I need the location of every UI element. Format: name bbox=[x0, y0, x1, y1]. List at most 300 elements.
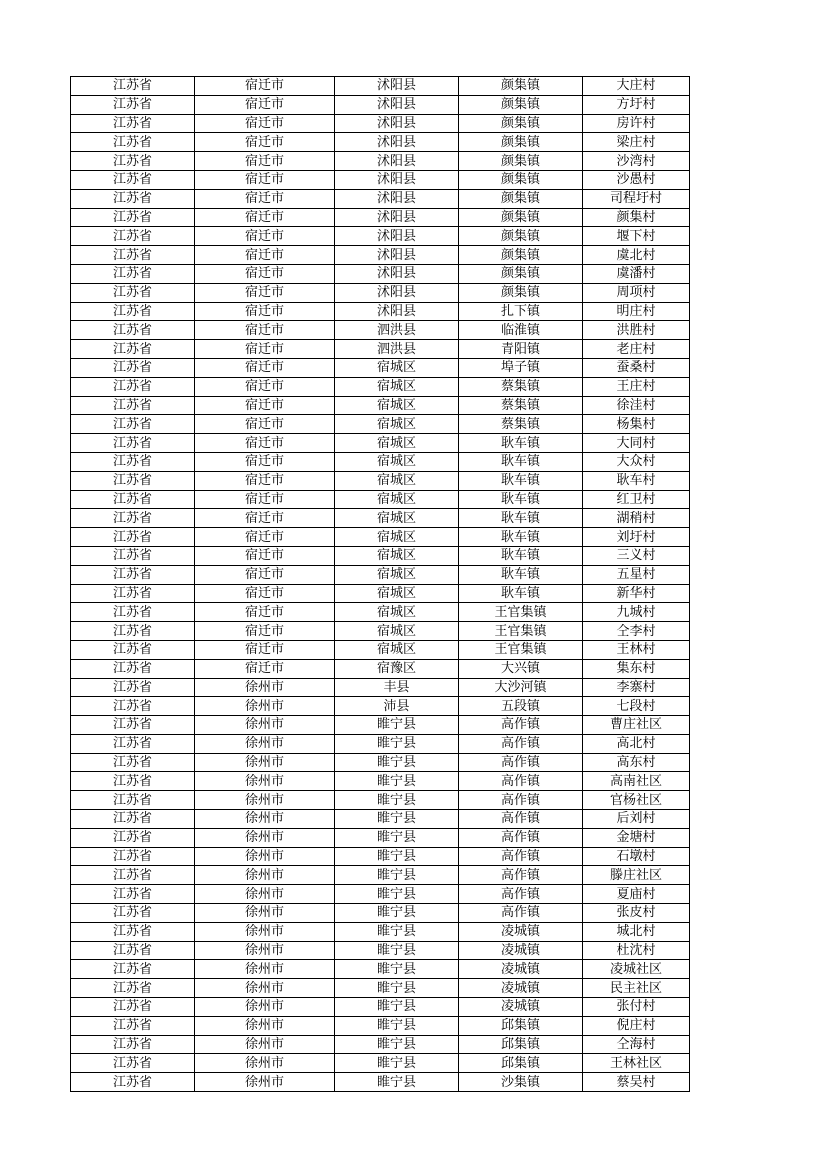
county-cell: 沭阳县 bbox=[335, 264, 459, 283]
town-cell: 沙集镇 bbox=[459, 1073, 583, 1092]
county-cell: 宿城区 bbox=[335, 434, 459, 453]
table-row bbox=[71, 152, 690, 171]
table-row bbox=[71, 1054, 690, 1073]
province-cell: 江苏省 bbox=[71, 152, 195, 171]
county-cell: 沭阳县 bbox=[335, 246, 459, 265]
table-row bbox=[71, 772, 690, 791]
city-cell: 宿迁市 bbox=[195, 227, 335, 246]
table-row bbox=[71, 960, 690, 979]
province-cell: 江苏省 bbox=[71, 810, 195, 829]
county-cell: 泗洪县 bbox=[335, 340, 459, 359]
village-cell: 官杨社区 bbox=[583, 791, 690, 810]
village-cell: 司程圩村 bbox=[583, 189, 690, 208]
city-cell: 宿迁市 bbox=[195, 622, 335, 641]
village-cell: 金塘村 bbox=[583, 828, 690, 847]
town-cell: 王官集镇 bbox=[459, 640, 583, 659]
county-cell: 睢宁县 bbox=[335, 791, 459, 810]
table-row bbox=[71, 979, 690, 998]
city-cell: 徐州市 bbox=[195, 716, 335, 735]
county-cell: 宿城区 bbox=[335, 528, 459, 547]
province-cell: 江苏省 bbox=[71, 584, 195, 603]
table-row bbox=[71, 847, 690, 866]
village-cell: 夏庙村 bbox=[583, 885, 690, 904]
table-row bbox=[71, 170, 690, 189]
province-cell: 江苏省 bbox=[71, 434, 195, 453]
village-cell: 五星村 bbox=[583, 565, 690, 584]
city-cell: 徐州市 bbox=[195, 772, 335, 791]
province-cell: 江苏省 bbox=[71, 697, 195, 716]
province-cell: 江苏省 bbox=[71, 885, 195, 904]
town-cell: 颜集镇 bbox=[459, 208, 583, 227]
town-cell: 耿车镇 bbox=[459, 509, 583, 528]
town-cell: 蔡集镇 bbox=[459, 415, 583, 434]
table-row bbox=[71, 471, 690, 490]
province-cell: 江苏省 bbox=[71, 753, 195, 772]
county-cell: 宿城区 bbox=[335, 415, 459, 434]
village-cell: 三义村 bbox=[583, 546, 690, 565]
county-cell: 睢宁县 bbox=[335, 904, 459, 923]
table-row bbox=[71, 904, 690, 923]
city-cell: 宿迁市 bbox=[195, 246, 335, 265]
province-cell: 江苏省 bbox=[71, 95, 195, 114]
province-cell: 江苏省 bbox=[71, 246, 195, 265]
province-cell: 江苏省 bbox=[71, 1016, 195, 1035]
town-cell: 高作镇 bbox=[459, 753, 583, 772]
village-cell: 集东村 bbox=[583, 659, 690, 678]
city-cell: 徐州市 bbox=[195, 866, 335, 885]
table-row bbox=[71, 603, 690, 622]
province-cell: 江苏省 bbox=[71, 960, 195, 979]
province-cell: 江苏省 bbox=[71, 208, 195, 227]
village-cell: 虞潘村 bbox=[583, 264, 690, 283]
table-row bbox=[71, 922, 690, 941]
village-cell: 民主社区 bbox=[583, 979, 690, 998]
town-cell: 蔡集镇 bbox=[459, 396, 583, 415]
city-cell: 宿迁市 bbox=[195, 603, 335, 622]
province-cell: 江苏省 bbox=[71, 528, 195, 547]
county-cell: 宿城区 bbox=[335, 565, 459, 584]
province-cell: 江苏省 bbox=[71, 734, 195, 753]
town-cell: 王官集镇 bbox=[459, 603, 583, 622]
county-cell: 睢宁县 bbox=[335, 716, 459, 735]
table-row bbox=[71, 358, 690, 377]
county-cell: 沭阳县 bbox=[335, 114, 459, 133]
county-cell: 宿城区 bbox=[335, 546, 459, 565]
village-cell: 王林村 bbox=[583, 640, 690, 659]
province-cell: 江苏省 bbox=[71, 847, 195, 866]
table-row bbox=[71, 941, 690, 960]
province-cell: 江苏省 bbox=[71, 340, 195, 359]
province-cell: 江苏省 bbox=[71, 1073, 195, 1092]
province-cell: 江苏省 bbox=[71, 979, 195, 998]
city-cell: 宿迁市 bbox=[195, 434, 335, 453]
county-cell: 睢宁县 bbox=[335, 922, 459, 941]
town-cell: 高作镇 bbox=[459, 866, 583, 885]
town-cell: 颜集镇 bbox=[459, 77, 583, 96]
village-cell: 王庄村 bbox=[583, 377, 690, 396]
province-cell: 江苏省 bbox=[71, 1035, 195, 1054]
village-cell: 新华村 bbox=[583, 584, 690, 603]
table-row bbox=[71, 396, 690, 415]
village-cell: 曹庄社区 bbox=[583, 716, 690, 735]
county-cell: 宿城区 bbox=[335, 471, 459, 490]
town-cell: 高作镇 bbox=[459, 772, 583, 791]
province-cell: 江苏省 bbox=[71, 302, 195, 321]
province-cell: 江苏省 bbox=[71, 941, 195, 960]
table-row bbox=[71, 246, 690, 265]
village-cell: 颜集村 bbox=[583, 208, 690, 227]
table-row bbox=[71, 208, 690, 227]
village-cell: 张皮村 bbox=[583, 904, 690, 923]
table-row bbox=[71, 189, 690, 208]
town-cell: 邱集镇 bbox=[459, 1016, 583, 1035]
city-cell: 徐州市 bbox=[195, 791, 335, 810]
city-cell: 徐州市 bbox=[195, 904, 335, 923]
village-cell: 仝海村 bbox=[583, 1035, 690, 1054]
county-cell: 宿豫区 bbox=[335, 659, 459, 678]
city-cell: 宿迁市 bbox=[195, 133, 335, 152]
county-cell: 睢宁县 bbox=[335, 847, 459, 866]
town-cell: 凌城镇 bbox=[459, 941, 583, 960]
town-cell: 颜集镇 bbox=[459, 246, 583, 265]
city-cell: 宿迁市 bbox=[195, 358, 335, 377]
city-cell: 徐州市 bbox=[195, 810, 335, 829]
village-cell: 凌城社区 bbox=[583, 960, 690, 979]
province-cell: 江苏省 bbox=[71, 828, 195, 847]
city-cell: 徐州市 bbox=[195, 960, 335, 979]
county-cell: 宿城区 bbox=[335, 603, 459, 622]
county-cell: 沭阳县 bbox=[335, 302, 459, 321]
county-cell: 沭阳县 bbox=[335, 170, 459, 189]
county-cell: 沭阳县 bbox=[335, 208, 459, 227]
village-cell: 老庄村 bbox=[583, 340, 690, 359]
county-cell: 睢宁县 bbox=[335, 885, 459, 904]
city-cell: 宿迁市 bbox=[195, 415, 335, 434]
village-cell: 方圩村 bbox=[583, 95, 690, 114]
town-cell: 颜集镇 bbox=[459, 170, 583, 189]
village-cell: 高南社区 bbox=[583, 772, 690, 791]
town-cell: 凌城镇 bbox=[459, 960, 583, 979]
village-cell: 蔡吴村 bbox=[583, 1073, 690, 1092]
table-row bbox=[71, 640, 690, 659]
province-cell: 江苏省 bbox=[71, 716, 195, 735]
town-cell: 颜集镇 bbox=[459, 152, 583, 171]
city-cell: 宿迁市 bbox=[195, 208, 335, 227]
city-cell: 徐州市 bbox=[195, 828, 335, 847]
village-cell: 明庄村 bbox=[583, 302, 690, 321]
town-cell: 颜集镇 bbox=[459, 133, 583, 152]
table-row bbox=[71, 828, 690, 847]
village-cell: 耿车村 bbox=[583, 471, 690, 490]
town-cell: 高作镇 bbox=[459, 847, 583, 866]
province-cell: 江苏省 bbox=[71, 772, 195, 791]
town-cell: 高作镇 bbox=[459, 904, 583, 923]
county-cell: 睢宁县 bbox=[335, 960, 459, 979]
village-cell: 滕庄社区 bbox=[583, 866, 690, 885]
town-cell: 耿车镇 bbox=[459, 528, 583, 547]
table-row bbox=[71, 1035, 690, 1054]
province-cell: 江苏省 bbox=[71, 904, 195, 923]
village-cell: 房许村 bbox=[583, 114, 690, 133]
province-cell: 江苏省 bbox=[71, 471, 195, 490]
table-row bbox=[71, 95, 690, 114]
table-row bbox=[71, 302, 690, 321]
table-row bbox=[71, 546, 690, 565]
town-cell: 凌城镇 bbox=[459, 998, 583, 1017]
county-cell: 宿城区 bbox=[335, 396, 459, 415]
table-row bbox=[71, 528, 690, 547]
village-cell: 湖稍村 bbox=[583, 509, 690, 528]
city-cell: 宿迁市 bbox=[195, 659, 335, 678]
county-cell: 沛县 bbox=[335, 697, 459, 716]
village-cell: 周项村 bbox=[583, 283, 690, 302]
province-cell: 江苏省 bbox=[71, 509, 195, 528]
province-cell: 江苏省 bbox=[71, 866, 195, 885]
county-cell: 宿城区 bbox=[335, 640, 459, 659]
city-cell: 徐州市 bbox=[195, 1035, 335, 1054]
county-cell: 泗洪县 bbox=[335, 321, 459, 340]
county-cell: 宿城区 bbox=[335, 377, 459, 396]
province-cell: 江苏省 bbox=[71, 546, 195, 565]
province-cell: 江苏省 bbox=[71, 791, 195, 810]
village-cell: 张付村 bbox=[583, 998, 690, 1017]
province-cell: 江苏省 bbox=[71, 622, 195, 641]
town-cell: 耿车镇 bbox=[459, 584, 583, 603]
city-cell: 宿迁市 bbox=[195, 264, 335, 283]
table-row bbox=[71, 227, 690, 246]
county-cell: 睢宁县 bbox=[335, 734, 459, 753]
province-cell: 江苏省 bbox=[71, 283, 195, 302]
table-row bbox=[71, 321, 690, 340]
village-cell: 李寨村 bbox=[583, 678, 690, 697]
county-cell: 沭阳县 bbox=[335, 189, 459, 208]
county-cell: 睢宁县 bbox=[335, 979, 459, 998]
province-cell: 江苏省 bbox=[71, 377, 195, 396]
village-cell: 大同村 bbox=[583, 434, 690, 453]
city-cell: 徐州市 bbox=[195, 847, 335, 866]
city-cell: 徐州市 bbox=[195, 1054, 335, 1073]
county-cell: 睢宁县 bbox=[335, 828, 459, 847]
table-row bbox=[71, 1016, 690, 1035]
town-cell: 高作镇 bbox=[459, 810, 583, 829]
village-cell: 大庄村 bbox=[583, 77, 690, 96]
table-row bbox=[71, 434, 690, 453]
table-row bbox=[71, 452, 690, 471]
province-cell: 江苏省 bbox=[71, 114, 195, 133]
province-cell: 江苏省 bbox=[71, 415, 195, 434]
town-cell: 高作镇 bbox=[459, 791, 583, 810]
city-cell: 宿迁市 bbox=[195, 452, 335, 471]
table-row bbox=[71, 584, 690, 603]
town-cell: 耿车镇 bbox=[459, 565, 583, 584]
town-cell: 邱集镇 bbox=[459, 1035, 583, 1054]
table-row bbox=[71, 133, 690, 152]
table-body bbox=[71, 77, 690, 1092]
city-cell: 宿迁市 bbox=[195, 283, 335, 302]
village-cell: 大众村 bbox=[583, 452, 690, 471]
table-row bbox=[71, 114, 690, 133]
town-cell: 耿车镇 bbox=[459, 546, 583, 565]
table-row bbox=[71, 377, 690, 396]
town-cell: 大兴镇 bbox=[459, 659, 583, 678]
city-cell: 宿迁市 bbox=[195, 528, 335, 547]
town-cell: 邱集镇 bbox=[459, 1054, 583, 1073]
town-cell: 扎下镇 bbox=[459, 302, 583, 321]
village-cell: 梁庄村 bbox=[583, 133, 690, 152]
province-cell: 江苏省 bbox=[71, 227, 195, 246]
county-cell: 睢宁县 bbox=[335, 772, 459, 791]
table-row bbox=[71, 659, 690, 678]
table-row bbox=[71, 264, 690, 283]
table-row bbox=[71, 678, 690, 697]
town-cell: 临淮镇 bbox=[459, 321, 583, 340]
town-cell: 颜集镇 bbox=[459, 114, 583, 133]
city-cell: 宿迁市 bbox=[195, 377, 335, 396]
province-cell: 江苏省 bbox=[71, 1054, 195, 1073]
county-cell: 沭阳县 bbox=[335, 283, 459, 302]
province-cell: 江苏省 bbox=[71, 133, 195, 152]
county-cell: 睢宁县 bbox=[335, 941, 459, 960]
table-row bbox=[71, 885, 690, 904]
town-cell: 高作镇 bbox=[459, 828, 583, 847]
table-row bbox=[71, 1073, 690, 1092]
county-cell: 宿城区 bbox=[335, 358, 459, 377]
city-cell: 徐州市 bbox=[195, 941, 335, 960]
city-cell: 宿迁市 bbox=[195, 340, 335, 359]
province-cell: 江苏省 bbox=[71, 358, 195, 377]
table-row bbox=[71, 716, 690, 735]
city-cell: 徐州市 bbox=[195, 753, 335, 772]
province-cell: 江苏省 bbox=[71, 321, 195, 340]
village-cell: 高北村 bbox=[583, 734, 690, 753]
province-cell: 江苏省 bbox=[71, 170, 195, 189]
county-cell: 宿城区 bbox=[335, 490, 459, 509]
city-cell: 宿迁市 bbox=[195, 396, 335, 415]
village-cell: 蚕桑村 bbox=[583, 358, 690, 377]
table-row bbox=[71, 697, 690, 716]
table-row bbox=[71, 753, 690, 772]
county-cell: 宿城区 bbox=[335, 509, 459, 528]
city-cell: 徐州市 bbox=[195, 734, 335, 753]
county-cell: 宿城区 bbox=[335, 584, 459, 603]
city-cell: 徐州市 bbox=[195, 922, 335, 941]
village-cell: 后刘村 bbox=[583, 810, 690, 829]
city-cell: 徐州市 bbox=[195, 885, 335, 904]
village-cell: 仝李村 bbox=[583, 622, 690, 641]
city-cell: 宿迁市 bbox=[195, 189, 335, 208]
city-cell: 徐州市 bbox=[195, 697, 335, 716]
town-cell: 颜集镇 bbox=[459, 264, 583, 283]
town-cell: 耿车镇 bbox=[459, 471, 583, 490]
table-row bbox=[71, 283, 690, 302]
village-cell: 沙湾村 bbox=[583, 152, 690, 171]
city-cell: 宿迁市 bbox=[195, 77, 335, 96]
town-cell: 颜集镇 bbox=[459, 283, 583, 302]
county-cell: 丰县 bbox=[335, 678, 459, 697]
city-cell: 宿迁市 bbox=[195, 565, 335, 584]
town-cell: 大沙河镇 bbox=[459, 678, 583, 697]
county-cell: 睢宁县 bbox=[335, 753, 459, 772]
table-row bbox=[71, 340, 690, 359]
town-cell: 蔡集镇 bbox=[459, 377, 583, 396]
city-cell: 宿迁市 bbox=[195, 302, 335, 321]
city-cell: 宿迁市 bbox=[195, 546, 335, 565]
table-row bbox=[71, 565, 690, 584]
city-cell: 宿迁市 bbox=[195, 152, 335, 171]
city-cell: 宿迁市 bbox=[195, 95, 335, 114]
city-cell: 徐州市 bbox=[195, 678, 335, 697]
table-row bbox=[71, 791, 690, 810]
town-cell: 高作镇 bbox=[459, 885, 583, 904]
village-cell: 徐洼村 bbox=[583, 396, 690, 415]
province-cell: 江苏省 bbox=[71, 77, 195, 96]
village-cell: 杨集村 bbox=[583, 415, 690, 434]
town-cell: 颜集镇 bbox=[459, 189, 583, 208]
county-cell: 宿城区 bbox=[335, 622, 459, 641]
province-cell: 江苏省 bbox=[71, 678, 195, 697]
city-cell: 宿迁市 bbox=[195, 471, 335, 490]
province-cell: 江苏省 bbox=[71, 603, 195, 622]
village-cell: 杜沈村 bbox=[583, 941, 690, 960]
village-cell: 石墩村 bbox=[583, 847, 690, 866]
table-row bbox=[71, 998, 690, 1017]
province-cell: 江苏省 bbox=[71, 490, 195, 509]
province-cell: 江苏省 bbox=[71, 659, 195, 678]
table-row bbox=[71, 622, 690, 641]
county-cell: 睢宁县 bbox=[335, 1073, 459, 1092]
county-cell: 沭阳县 bbox=[335, 227, 459, 246]
city-cell: 宿迁市 bbox=[195, 584, 335, 603]
table-row bbox=[71, 734, 690, 753]
city-cell: 宿迁市 bbox=[195, 509, 335, 528]
city-cell: 徐州市 bbox=[195, 1073, 335, 1092]
table-row bbox=[71, 866, 690, 885]
town-cell: 耿车镇 bbox=[459, 434, 583, 453]
city-cell: 徐州市 bbox=[195, 1016, 335, 1035]
village-cell: 红卫村 bbox=[583, 490, 690, 509]
province-cell: 江苏省 bbox=[71, 264, 195, 283]
province-cell: 江苏省 bbox=[71, 452, 195, 471]
village-cell: 王林社区 bbox=[583, 1054, 690, 1073]
county-cell: 睢宁县 bbox=[335, 866, 459, 885]
city-cell: 宿迁市 bbox=[195, 170, 335, 189]
town-cell: 高作镇 bbox=[459, 734, 583, 753]
province-cell: 江苏省 bbox=[71, 396, 195, 415]
table-row bbox=[71, 415, 690, 434]
city-cell: 宿迁市 bbox=[195, 490, 335, 509]
town-cell: 耿车镇 bbox=[459, 452, 583, 471]
village-cell: 七段村 bbox=[583, 697, 690, 716]
county-cell: 睢宁县 bbox=[335, 1035, 459, 1054]
county-cell: 睢宁县 bbox=[335, 810, 459, 829]
town-cell: 埠子镇 bbox=[459, 358, 583, 377]
county-cell: 沭阳县 bbox=[335, 77, 459, 96]
county-cell: 沭阳县 bbox=[335, 133, 459, 152]
village-cell: 高东村 bbox=[583, 753, 690, 772]
province-cell: 江苏省 bbox=[71, 565, 195, 584]
city-cell: 宿迁市 bbox=[195, 321, 335, 340]
table-row bbox=[71, 509, 690, 528]
village-cell: 刘圩村 bbox=[583, 528, 690, 547]
province-cell: 江苏省 bbox=[71, 189, 195, 208]
town-cell: 青阳镇 bbox=[459, 340, 583, 359]
village-list-table bbox=[70, 76, 690, 1092]
province-cell: 江苏省 bbox=[71, 922, 195, 941]
province-cell: 江苏省 bbox=[71, 998, 195, 1017]
province-cell: 江苏省 bbox=[71, 640, 195, 659]
county-cell: 沭阳县 bbox=[335, 152, 459, 171]
city-cell: 宿迁市 bbox=[195, 114, 335, 133]
